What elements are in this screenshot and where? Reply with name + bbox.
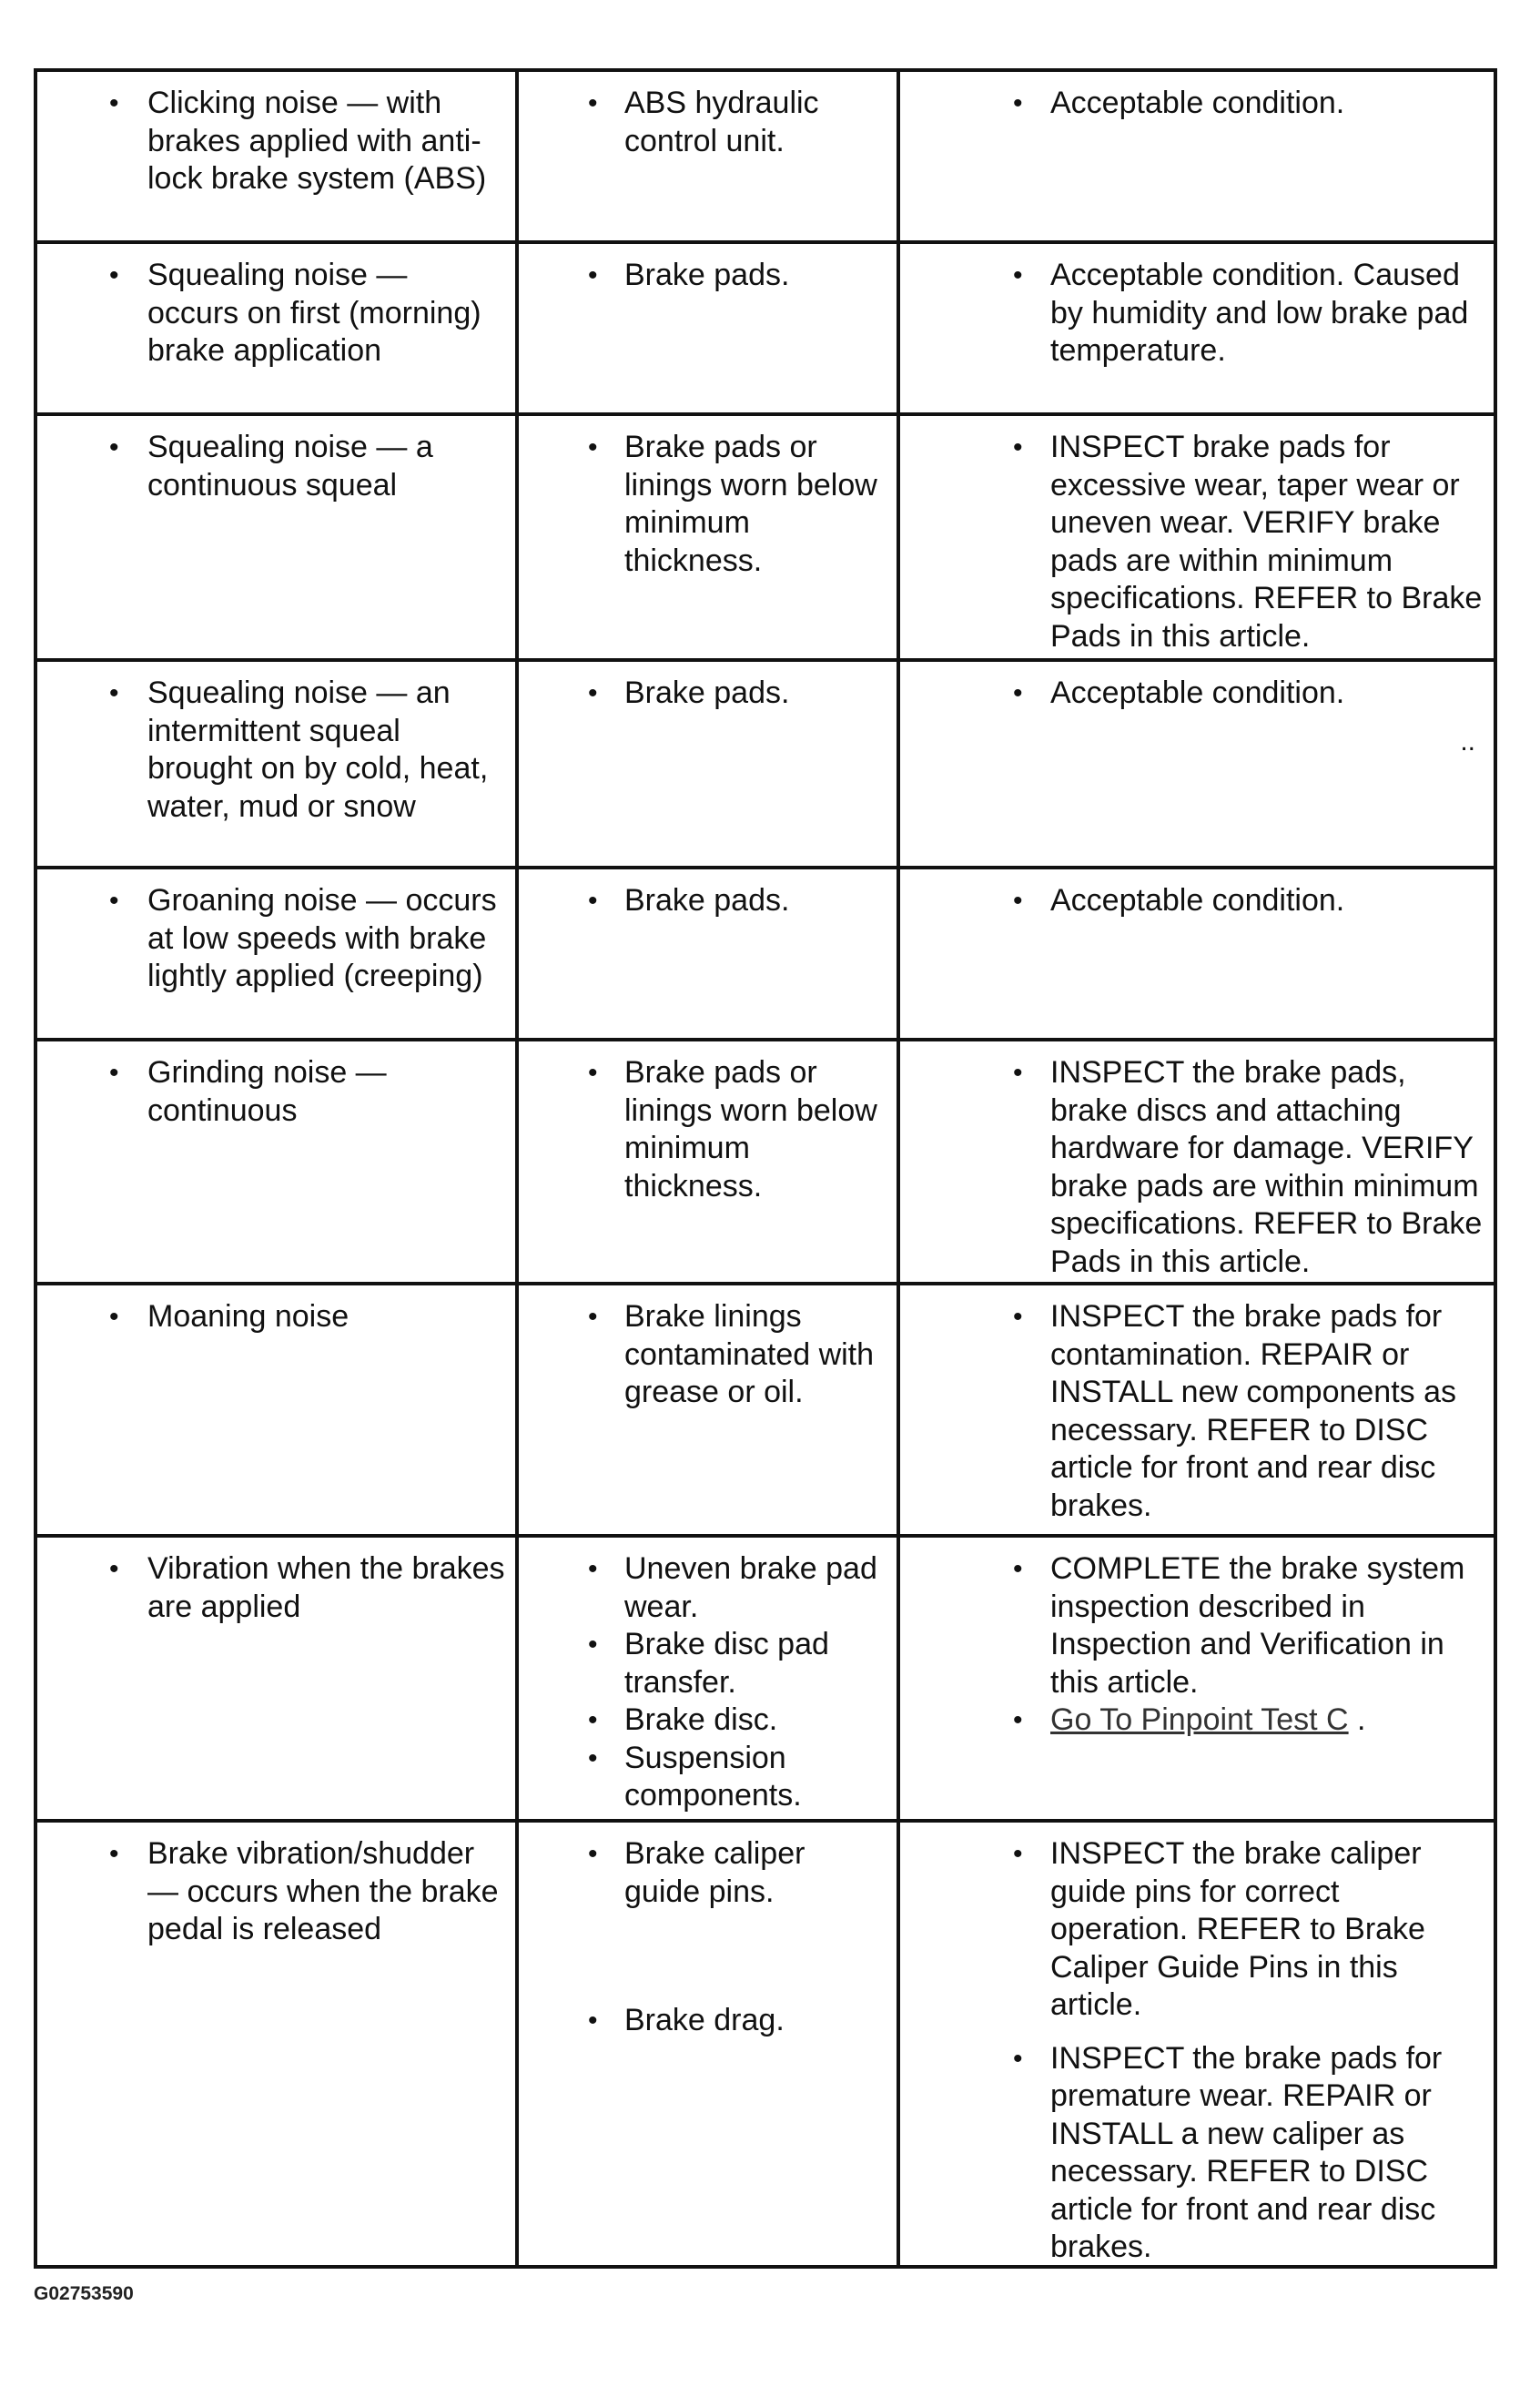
condition-cell — [37, 72, 519, 240]
condition-item: • Squealing noise — an intermittent squeal brought on by cold, heat, water, mud or snow — [37, 675, 515, 826]
source-cell — [519, 1041, 900, 1282]
pinpoint-test-link[interactable]: Go To Pinpoint Test C — [1050, 1702, 1349, 1737]
condition-item: • Clicking noise — with brakes applied with anti-lock brake system (ABS) — [37, 85, 515, 198]
condition-cell — [37, 416, 519, 658]
source-item: • Brake disc pad transfer. — [519, 1626, 897, 1701]
condition-cell — [37, 1538, 519, 1819]
condition-item: • Moaning noise — [37, 1298, 515, 1336]
condition-item: • Squealing noise — occurs on first (morning) brake application — [37, 257, 515, 371]
condition-item: • Squealing noise — a continuous squeal — [37, 429, 515, 504]
action-cell — [900, 1823, 1494, 2265]
table-row — [37, 662, 1494, 869]
action-cell — [900, 1285, 1494, 1534]
stray-mark: .. — [1460, 726, 1475, 757]
action-cell — [900, 244, 1494, 412]
action-item: • INSPECT brake pads for excessive wear, taper wear or uneven wear. VERIFY brake pads are within minimum specifications. REFER to Brake Pads in this article. — [900, 429, 1494, 655]
condition-item: • Brake vibration/shudder — occurs when the brake pedal is released — [37, 1835, 515, 1949]
action-item: • INSPECT the brake pads for contamination. REPAIR or INSTALL new components as necessary. REFER to DISC article for front and rear disc brakes. — [900, 1298, 1494, 1525]
source-item: • Brake caliper guide pins. — [519, 1835, 897, 1911]
action-item: • INSPECT the brake caliper guide pins for correct operation. REFER to Brake Caliper Guide Pins in this article. — [900, 1835, 1494, 2025]
action-item: • Acceptable condition. — [900, 85, 1494, 123]
source-item: • Brake drag. — [519, 2002, 897, 2040]
action-cell — [900, 1041, 1494, 1282]
source-item: • ABS hydraulic control unit. — [519, 85, 897, 160]
source-item: • Brake linings contaminated with grease or oil. — [519, 1298, 897, 1412]
action-cell — [900, 1538, 1494, 1819]
source-item: • Brake pads or linings worn below minimum thickness. — [519, 1054, 897, 1205]
action-item: • Acceptable condition. — [900, 882, 1494, 920]
source-item: • Uneven brake pad wear. — [519, 1550, 897, 1626]
source-cell — [519, 1538, 900, 1819]
table-row — [37, 1041, 1494, 1285]
action-item: • COMPLETE the brake system inspection described in Inspection and Verification in this article. — [900, 1550, 1494, 1701]
action-cell — [900, 72, 1494, 240]
condition-cell — [37, 244, 519, 412]
table-row — [37, 1285, 1494, 1538]
action-item: • Acceptable condition. Caused by humidity and low brake pad temperature. — [900, 257, 1494, 371]
source-item: • Brake pads. — [519, 257, 897, 295]
table-row — [37, 1538, 1494, 1823]
source-cell — [519, 416, 900, 658]
source-cell — [519, 662, 900, 866]
table-row — [37, 869, 1494, 1041]
condition-cell — [37, 1285, 519, 1534]
source-item: • Brake pads. — [519, 675, 897, 713]
action-cell — [900, 416, 1494, 658]
condition-cell — [37, 1823, 519, 2265]
table-row — [37, 1823, 1494, 2265]
source-cell — [519, 72, 900, 240]
source-item: • Brake disc. — [519, 1701, 897, 1740]
source-cell — [519, 1285, 900, 1534]
condition-item: • Groaning noise — occurs at low speeds with brake lightly applied (creeping) — [37, 882, 515, 996]
diagnosis-table — [34, 68, 1497, 2269]
action-item: • INSPECT the brake pads, brake discs and attaching hardware for damage. VERIFY brake pads are within minimum specifications. REFER to Brake Pads in this article. — [900, 1054, 1494, 1281]
condition-cell — [37, 662, 519, 866]
condition-cell — [37, 869, 519, 1038]
condition-cell — [37, 1041, 519, 1282]
action-link-item: • Go To Pinpoint Test C . — [900, 1701, 1494, 1740]
action-cell — [900, 662, 1494, 866]
action-cell — [900, 869, 1494, 1038]
action-item: • Acceptable condition. — [900, 675, 1494, 713]
source-cell — [519, 1823, 900, 2265]
source-cell — [519, 244, 900, 412]
source-cell — [519, 869, 900, 1038]
source-item: • Suspension components. — [519, 1740, 897, 1815]
action-item: • INSPECT the brake pads for premature wear. REPAIR or INSTALL a new caliper as necessary. REFER to DISC article for front and rear disc brakes. — [900, 2040, 1494, 2267]
source-item: • Brake pads. — [519, 882, 897, 920]
table-row — [37, 72, 1494, 244]
condition-item: • Vibration when the brakes are applied — [37, 1550, 515, 1626]
figure-id: G02753590 — [34, 2283, 134, 2304]
table-row — [37, 244, 1494, 416]
source-item: • Brake pads or linings worn below minimum thickness. — [519, 429, 897, 580]
table-row — [37, 416, 1494, 662]
condition-item: • Grinding noise — continuous — [37, 1054, 515, 1130]
